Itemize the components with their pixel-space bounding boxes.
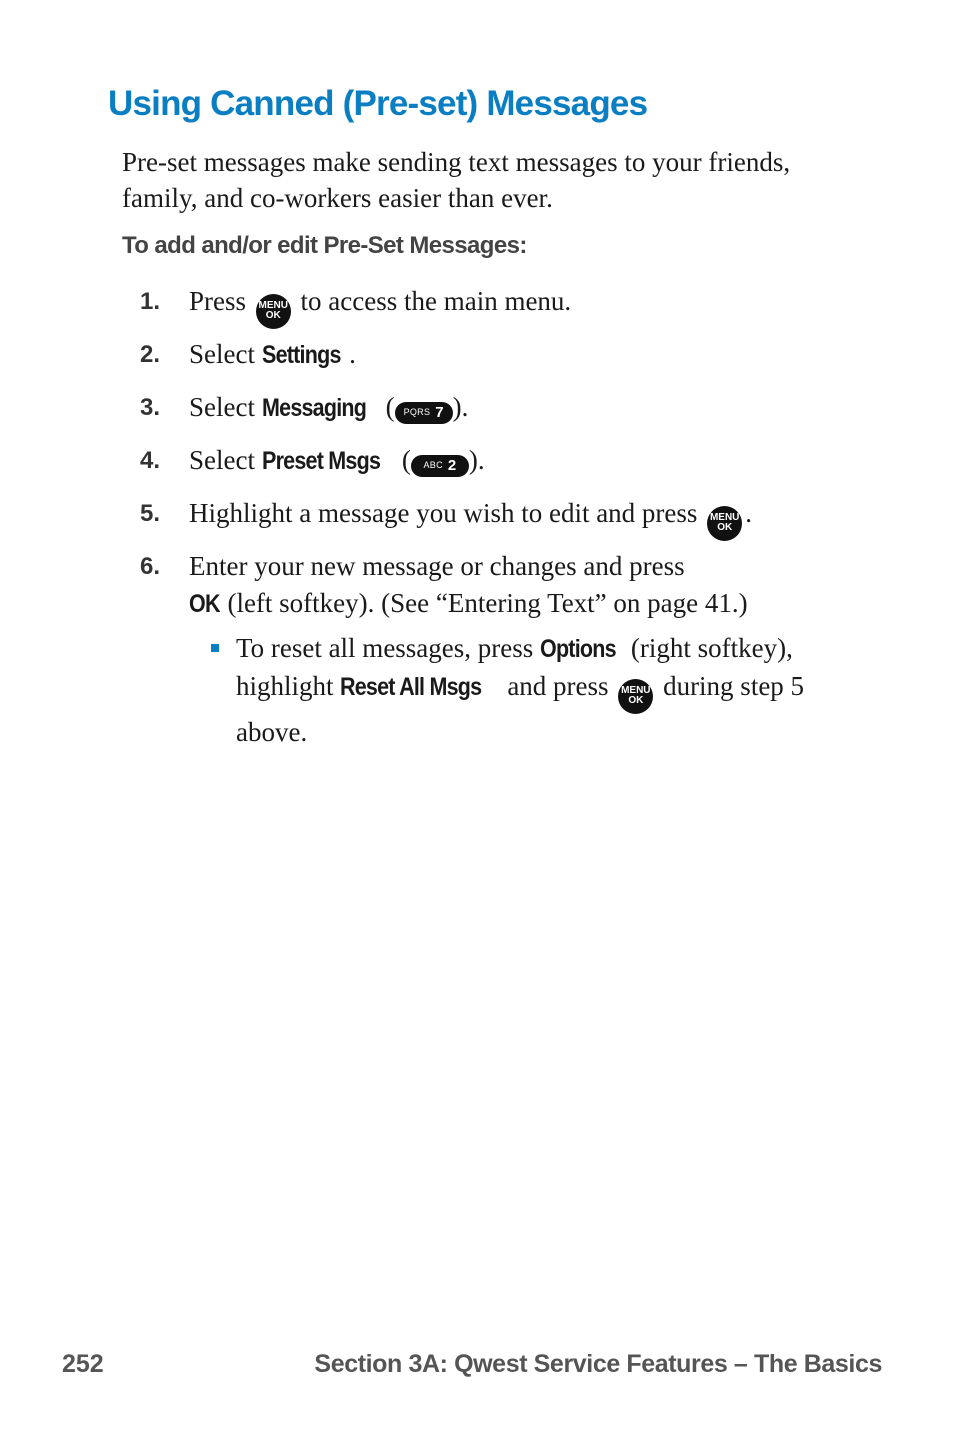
- softkey-keyword-options: Options: [540, 635, 616, 663]
- step-text: (left softkey). (See “Entering Text” on page 41.): [227, 588, 748, 618]
- step-text: .: [349, 339, 356, 369]
- step-text: to access the main menu.: [300, 286, 572, 316]
- step-text: Select: [189, 339, 255, 369]
- step-number: 6.: [140, 553, 161, 580]
- menu-ok-key-icon: MENU OK: [618, 679, 653, 714]
- key-7-icon: PQRS 7: [395, 402, 453, 424]
- page-number: 252: [62, 1350, 104, 1378]
- step-text: ).: [452, 392, 469, 422]
- step-number: 3.: [140, 394, 161, 421]
- softkey-keyword-ok: OK: [189, 590, 220, 618]
- menu-keyword-messaging: Messaging: [261, 394, 366, 422]
- step-text: Select: [189, 392, 255, 422]
- intro-paragraph: Pre-set messages make sending text messages to your friends, family, and co-workers easier than ever.: [122, 147, 791, 213]
- bullet-square-icon: [211, 644, 219, 652]
- menu-ok-key-icon: MENU OK: [707, 506, 742, 541]
- step-text: ).: [468, 445, 485, 475]
- procedure-heading: To add and/or edit Pre-Set Messages:: [122, 232, 527, 259]
- step-text: Enter your new message or changes and press: [189, 551, 685, 581]
- menu-keyword-settings: Settings: [261, 341, 341, 369]
- page-title: Using Canned (Pre-set) Messages: [108, 84, 648, 123]
- step-number: 2.: [140, 341, 161, 368]
- menu-keyword-preset-msgs: Preset Msgs: [261, 447, 380, 475]
- step-text: Press: [189, 286, 247, 316]
- step-text: Highlight a message you wish to edit and press: [189, 498, 698, 528]
- step-number: 4.: [140, 447, 161, 474]
- step-number: 5.: [140, 500, 161, 527]
- step-number: 1.: [140, 288, 161, 315]
- key-2-icon: ABC 2: [411, 455, 469, 477]
- menu-ok-key-icon: MENU OK: [256, 294, 291, 329]
- menu-keyword-reset-all-msgs: Reset All Msgs: [340, 673, 482, 701]
- step-text: Select: [189, 445, 255, 475]
- section-title: Section 3A: Qwest Service Features – The Basics: [314, 1350, 882, 1378]
- step-text: .: [745, 498, 752, 528]
